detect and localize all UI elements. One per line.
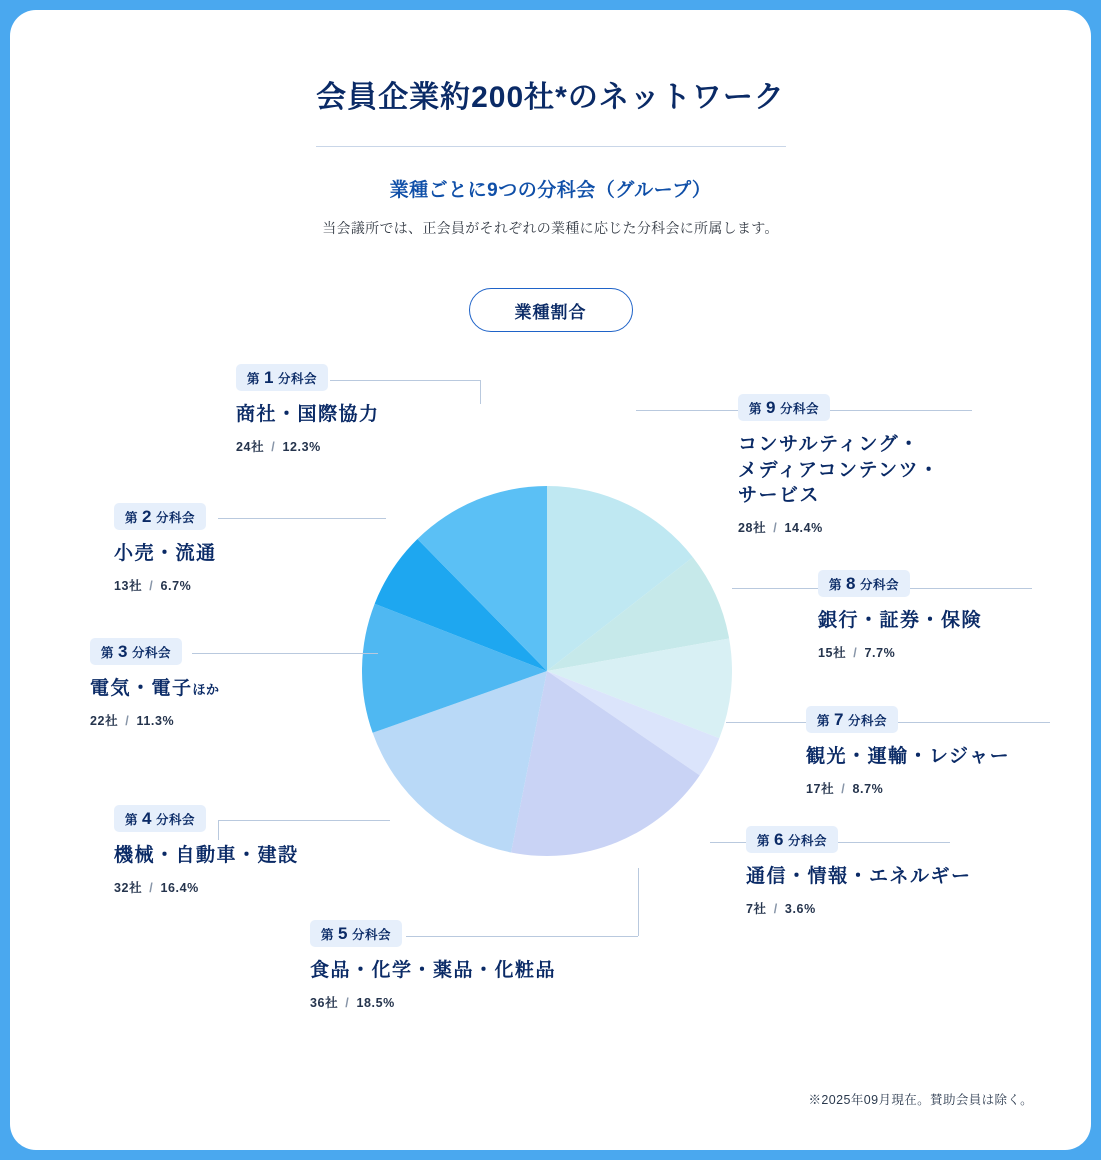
group-name-4: 機械・自動車・建設 [114,845,299,866]
leader-line-3 [192,653,378,654]
group-stat-4: 32社 / 16.4% [114,880,199,895]
group-stat-2: 13社 / 6.7% [114,578,192,593]
label-group-4 [114,805,299,896]
label-group-7 [806,706,1010,797]
group-tag-4: 第 4 分科会 [114,805,206,832]
group-stat-6: 7社 / 3.6% [746,901,816,916]
poster-card [10,10,1091,1150]
chart-title-badge: 業種割合 [469,288,633,332]
group-name-8: 銀行・証券・保険 [818,610,983,631]
group-name-7: 観光・運輸・レジャー [806,746,1011,767]
group-name-5: 食品・化学・薬品・化粧品 [310,960,557,981]
section-description: 当会議所では、正会員がそれぞれの業種に応じた分科会に所属します。 [322,220,779,236]
group-name-1: 商社・国際協力 [236,404,380,425]
pie-svg [362,486,732,856]
group-stat-5: 36社 / 18.5% [310,995,395,1010]
group-stat-1: 24社 / 12.3% [236,439,321,454]
group-stat-8: 15社 / 7.7% [818,645,896,660]
group-name-9-line2: メディアコンテンツ・ [738,459,940,481]
label-group-2 [114,503,217,594]
section-subtitle: 業種ごとに9つの分科会（グループ） [389,180,712,201]
label-group-3 [90,638,220,729]
group-name-3: 電気・電子ほか [90,678,220,699]
group-stat-9: 28社 / 14.4% [738,520,823,535]
leader-line-1 [480,380,481,404]
group-stat-7: 17社 / 8.7% [806,781,884,796]
pie-chart [362,486,732,856]
label-group-1 [236,364,380,455]
group-name-2: 小売・流通 [114,543,217,564]
group-tag-6: 第 6 分科会 [746,826,838,853]
group-tag-8: 第 8 分科会 [818,570,910,597]
group-tag-1: 第 1 分科会 [236,364,328,391]
label-group-9 [738,394,940,536]
group-tag-3: 第 3 分科会 [90,638,182,665]
group-name-9 [738,432,940,509]
group-name-6: 通信・情報・エネルギー [746,866,972,887]
group-tag-2: 第 2 分科会 [114,503,206,530]
label-group-5 [310,920,556,1011]
group-tag-5: 第 5 分科会 [310,920,402,947]
group-tag-7: 第 7 分科会 [806,706,898,733]
page-title: 会員企業約200社*のネットワーク [316,81,785,114]
label-group-8 [818,570,982,661]
chart-area [10,348,1091,1048]
group-name-9-line3: サービス [738,485,821,507]
group-name-9-line1: コンサルティング・ [738,434,920,455]
title-divider [316,146,786,147]
pie-slices [362,486,732,856]
leader-line-2 [218,518,386,519]
group-stat-3: 22社 / 11.3% [90,713,175,728]
header [10,10,1091,332]
footnote: ※2025年09月現在。賛助会員は除く。 [808,1093,1033,1107]
label-group-6 [746,826,972,917]
group-tag-9: 第 9 分科会 [738,394,830,421]
leader-line-5 [638,868,639,936]
